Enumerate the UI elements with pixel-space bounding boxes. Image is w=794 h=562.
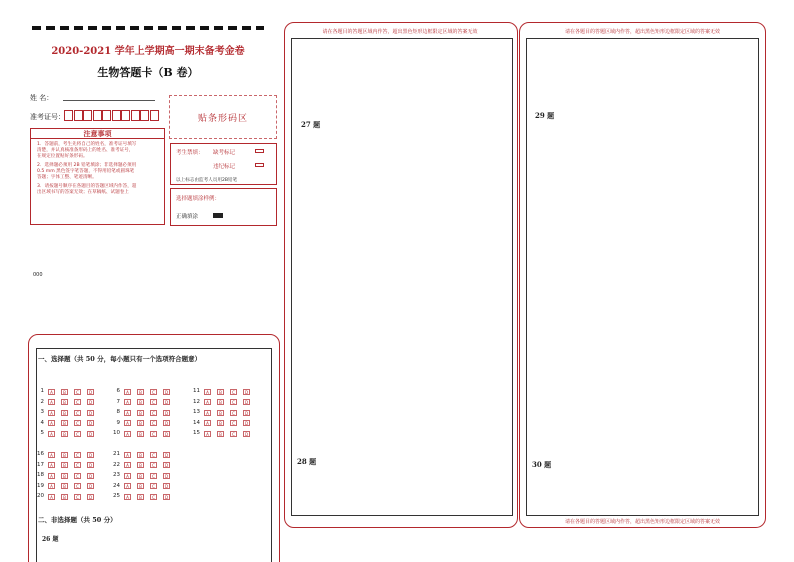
- option-bubble[interactable]: C: [150, 389, 157, 395]
- exam-id-digit-box[interactable]: [112, 110, 121, 121]
- option-bubble[interactable]: D: [88, 389, 93, 395]
- option-bubble[interactable]: D: [164, 400, 169, 405]
- option-bubble[interactable]: B: [137, 452, 144, 458]
- option-bubble[interactable]: C: [74, 483, 81, 489]
- option-bubble[interactable]: B: [217, 389, 224, 395]
- option-bubble[interactable]: C: [74, 399, 81, 405]
- exam-id-digit-box[interactable]: [93, 110, 102, 121]
- option-bubble[interactable]: A: [48, 389, 55, 395]
- option-bubble[interactable]: D: [88, 400, 93, 405]
- exam-id-digit-box[interactable]: [150, 110, 159, 121]
- question-number: 7: [116, 398, 120, 405]
- option-bubble[interactable]: D: [88, 484, 93, 489]
- option-bubble[interactable]: C: [74, 431, 81, 437]
- answer-frame-3[interactable]: [526, 38, 759, 516]
- option-bubble[interactable]: B: [61, 399, 68, 405]
- option-bubble[interactable]: B: [137, 431, 144, 437]
- question-number: 11: [193, 388, 200, 394]
- option-bubble[interactable]: A: [124, 473, 131, 479]
- notes-heading: 注意事项: [31, 129, 164, 139]
- answer-panel-3: [519, 22, 766, 528]
- sample-box: [170, 188, 277, 226]
- note-line: 在规定位置贴好条形码。: [37, 154, 88, 159]
- option-bubble[interactable]: A: [124, 389, 131, 395]
- option-bubble[interactable]: D: [164, 484, 169, 489]
- exam-id-digit-box[interactable]: [140, 110, 149, 121]
- question-26-label: 26 题: [42, 536, 59, 543]
- marks-prefix: 考生禁填：: [176, 150, 204, 156]
- option-bubble[interactable]: B: [217, 420, 224, 426]
- option-bubble[interactable]: C: [230, 410, 237, 416]
- option-bubble[interactable]: B: [61, 389, 68, 395]
- option-bubble[interactable]: B: [61, 431, 68, 437]
- question-number: 18: [37, 472, 44, 478]
- warning-top-right: 请在各题目的答题区域内作答，超出黑色矩形边框限定区域的答案无效: [564, 29, 720, 35]
- option-bubble[interactable]: D: [164, 389, 169, 395]
- question-number: 13: [193, 409, 200, 415]
- option-bubble[interactable]: C: [150, 410, 157, 416]
- question-number: 5: [40, 430, 44, 436]
- option-bubble[interactable]: D: [88, 463, 93, 468]
- candidate-marks-box: [170, 143, 277, 185]
- warning-bottom-right: 请在各题目的答题区域内作答，超出黑色矩形边框限定区域的答案无效: [564, 519, 720, 525]
- option-bubble[interactable]: C: [74, 473, 81, 479]
- option-bubble[interactable]: D: [164, 473, 169, 479]
- option-bubble[interactable]: C: [74, 494, 81, 500]
- option-bubble[interactable]: D: [88, 421, 93, 426]
- option-bubble[interactable]: B: [61, 473, 68, 479]
- option-bubble[interactable]: D: [244, 431, 249, 437]
- option-bubble[interactable]: A: [204, 399, 211, 405]
- question-number: 24: [113, 482, 120, 489]
- option-bubble[interactable]: D: [88, 473, 93, 479]
- option-bubble[interactable]: A: [48, 420, 55, 426]
- question-28-label: 28 题: [297, 457, 317, 466]
- option-bubble[interactable]: B: [217, 431, 224, 437]
- option-bubble[interactable]: D: [88, 431, 93, 437]
- barcode-area: 贴条形码区: [169, 95, 277, 139]
- option-bubble[interactable]: D: [164, 452, 169, 458]
- option-bubble[interactable]: B: [137, 462, 144, 468]
- option-bubble[interactable]: C: [150, 399, 157, 405]
- option-bubble[interactable]: B: [61, 420, 68, 426]
- option-bubble[interactable]: A: [124, 452, 131, 458]
- exam-id-digit-box[interactable]: [121, 110, 130, 121]
- option-bubble[interactable]: A: [204, 420, 211, 426]
- option-bubble[interactable]: B: [137, 494, 144, 500]
- option-bubble[interactable]: D: [164, 421, 169, 426]
- option-bubble[interactable]: B: [217, 410, 224, 416]
- option-bubble[interactable]: C: [230, 420, 237, 426]
- option-bubble[interactable]: C: [150, 483, 157, 489]
- option-bubble[interactable]: C: [74, 462, 81, 468]
- option-bubble[interactable]: B: [217, 399, 224, 405]
- question-number: 2: [40, 398, 44, 405]
- option-bubble[interactable]: C: [74, 420, 81, 426]
- option-bubble[interactable]: C: [150, 473, 157, 479]
- option-bubble[interactable]: B: [137, 389, 144, 395]
- question-number: 25: [113, 493, 120, 499]
- question-number: 12: [193, 398, 200, 405]
- question-29-label: 29 题: [535, 111, 555, 120]
- option-bubble[interactable]: A: [124, 431, 131, 437]
- option-bubble[interactable]: B: [61, 462, 68, 468]
- option-bubble[interactable]: A: [48, 494, 55, 500]
- option-bubble[interactable]: A: [204, 389, 211, 395]
- absent-label: 缺考标记: [213, 150, 236, 156]
- option-bubble[interactable]: B: [137, 473, 144, 479]
- exam-id-digit-box[interactable]: [64, 110, 73, 121]
- option-bubble[interactable]: C: [150, 462, 157, 468]
- option-bubble[interactable]: D: [88, 494, 93, 500]
- option-bubble[interactable]: A: [124, 410, 131, 416]
- objective-heading: 一、选择题（共 50 分，每小题只有一个选项符合题意）: [38, 355, 202, 363]
- option-bubble[interactable]: B: [137, 410, 144, 416]
- option-bubble[interactable]: A: [124, 483, 131, 489]
- option-bubble[interactable]: C: [74, 389, 81, 395]
- option-bubble[interactable]: D: [164, 494, 169, 500]
- option-bubble[interactable]: A: [48, 452, 55, 458]
- option-bubble[interactable]: C: [150, 494, 157, 500]
- correct-fill-label: 正确填涂: [176, 214, 199, 220]
- option-bubble[interactable]: A: [48, 431, 55, 437]
- option-bubble[interactable]: C: [150, 431, 157, 437]
- name-field[interactable]: [63, 93, 155, 101]
- question-27-label: 27 题: [301, 120, 321, 129]
- note-line: 3．请按题号顺序在各题目的答题区域内作答，超: [37, 184, 137, 189]
- question-30-label: 30 题: [532, 460, 552, 469]
- question-number: 23: [113, 472, 120, 478]
- option-bubble[interactable]: D: [88, 410, 93, 416]
- note-line: 0.5 mm 黑色签字笔答题，不得用铅笔或圆珠笔: [37, 169, 135, 174]
- notes-box: [30, 128, 165, 225]
- option-bubble[interactable]: D: [164, 431, 169, 437]
- exam-id-digit-box[interactable]: [83, 110, 92, 121]
- filled-sample-mark: [213, 213, 223, 218]
- question-number: 21: [113, 451, 120, 457]
- option-bubble[interactable]: A: [48, 410, 55, 416]
- question-number: 15: [193, 430, 200, 436]
- violation-label: 违纪标记: [213, 164, 236, 170]
- option-bubble[interactable]: A: [124, 462, 131, 468]
- option-bubble[interactable]: A: [204, 410, 211, 416]
- question-number: 19: [37, 482, 44, 489]
- option-bubble[interactable]: C: [150, 452, 157, 458]
- question-number: 1: [40, 388, 44, 394]
- exam-id-digit-box[interactable]: [131, 110, 140, 121]
- option-bubble[interactable]: A: [48, 473, 55, 479]
- option-bubble[interactable]: D: [244, 410, 249, 416]
- option-bubble[interactable]: A: [204, 431, 211, 437]
- option-bubble[interactable]: A: [48, 399, 55, 405]
- option-bubble[interactable]: B: [137, 420, 144, 426]
- violation-checkbox[interactable]: [255, 163, 264, 167]
- option-bubble[interactable]: C: [230, 431, 237, 437]
- question-number: 4: [40, 419, 44, 426]
- option-bubble[interactable]: B: [61, 452, 68, 458]
- option-bubble[interactable]: B: [61, 410, 68, 416]
- question-number: 14: [193, 419, 200, 426]
- header-dash-line: [32, 26, 264, 30]
- question-number: 9: [116, 419, 120, 426]
- option-bubble[interactable]: A: [124, 494, 131, 500]
- option-bubble[interactable]: C: [230, 399, 237, 405]
- exam-id-digit-box[interactable]: [102, 110, 111, 121]
- option-bubble[interactable]: A: [124, 399, 131, 405]
- option-bubble[interactable]: A: [48, 462, 55, 468]
- option-bubble[interactable]: D: [88, 452, 93, 458]
- warning-top-middle: 请在各题目的答题区域内作答，超出黑色矩形边框限定区域的答案无效: [322, 29, 478, 35]
- note-line: 清楚，并认真核准条形码上的姓名、准考证号，: [37, 148, 134, 153]
- question-number: 6: [116, 388, 120, 394]
- side-mark: 000: [33, 272, 43, 278]
- option-bubble[interactable]: C: [74, 410, 81, 416]
- exam-title: 2020-2021 学年上学期高一期末备考金卷: [51, 46, 245, 57]
- question-number: 10: [113, 430, 120, 436]
- option-bubble[interactable]: D: [164, 410, 169, 416]
- question-number: 8: [116, 409, 120, 415]
- answer-panel-1: [28, 334, 280, 562]
- marks-footnote: 以上标志由监考人员用2B铅笔: [176, 178, 238, 183]
- note-line: 2．选择题必须用 2B 铅笔填涂；非选择题必须用: [37, 163, 137, 168]
- name-label: 姓 名：: [30, 94, 54, 102]
- option-bubble[interactable]: B: [61, 494, 68, 500]
- option-bubble[interactable]: D: [244, 421, 249, 426]
- note-line: 答题；字体工整、笔迹清晰。: [37, 175, 97, 180]
- option-bubble[interactable]: B: [61, 483, 68, 489]
- absent-checkbox[interactable]: [255, 149, 264, 153]
- exam-id-label: 准考证号：: [30, 113, 65, 121]
- option-bubble[interactable]: B: [137, 483, 144, 489]
- option-bubble[interactable]: A: [124, 420, 131, 426]
- question-number: 17: [37, 461, 44, 468]
- question-number: 22: [113, 461, 120, 468]
- option-bubble[interactable]: C: [230, 389, 237, 395]
- option-bubble[interactable]: B: [137, 399, 144, 405]
- question-number: 20: [37, 493, 44, 499]
- answer-panel-2: [284, 22, 518, 528]
- answer-frame-2[interactable]: [291, 38, 513, 516]
- option-bubble[interactable]: D: [244, 400, 249, 405]
- exam-id-digit-box[interactable]: [74, 110, 83, 121]
- question-number: 16: [37, 451, 44, 457]
- note-line: 1．答题前，考生先将自己的姓名，准考证号填写: [37, 142, 137, 147]
- option-bubble[interactable]: A: [48, 483, 55, 489]
- answer-sheet-title: 生物答题卡（B 卷）: [97, 66, 199, 79]
- question-number: 3: [40, 409, 44, 415]
- sample-title: 选择题填涂样例：: [176, 196, 221, 202]
- option-bubble[interactable]: C: [74, 452, 81, 458]
- subjective-heading: 二、非选择题（共 50 分）: [38, 516, 117, 524]
- note-line: 出区域书写的答案无效；在草稿纸、试题卷上: [37, 190, 129, 195]
- option-bubble[interactable]: D: [164, 463, 169, 468]
- option-bubble[interactable]: D: [244, 389, 249, 395]
- option-bubble[interactable]: C: [150, 420, 157, 426]
